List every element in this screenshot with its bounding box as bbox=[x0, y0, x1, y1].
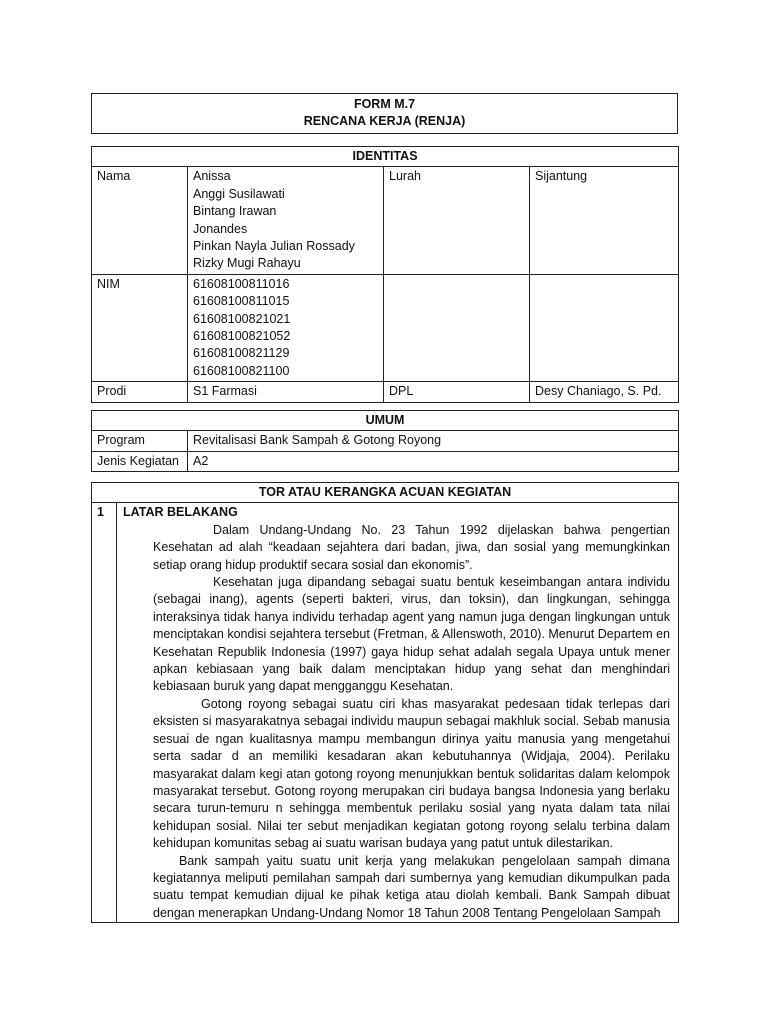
empty-cell bbox=[384, 274, 530, 381]
umum-heading: UMUM bbox=[92, 411, 679, 431]
nim-item: 61608100811016 bbox=[193, 276, 290, 291]
dpl-value: Desy Chaniago, S. Pd. bbox=[530, 382, 679, 402]
empty-cell bbox=[530, 274, 679, 381]
program-label: Program bbox=[92, 431, 188, 451]
form-code: FORM M.7 bbox=[353, 97, 416, 111]
name-item: Rizky Mugi Rahayu bbox=[193, 256, 301, 271]
nim-label: NIM bbox=[92, 274, 188, 381]
latar-belakang-row bbox=[92, 503, 679, 923]
lurah-value: Sijantung bbox=[530, 167, 679, 274]
section-title: LATAR BELAKANG bbox=[123, 505, 238, 520]
nama-label: Nama bbox=[92, 167, 188, 274]
form-title: RENCANA KERJA (RENJA) bbox=[303, 114, 466, 129]
form-header-cell bbox=[92, 94, 678, 134]
section-number: 1 bbox=[92, 503, 117, 923]
identitas-heading: IDENTITAS bbox=[92, 147, 679, 167]
name-item: Bintang Irawan bbox=[193, 204, 277, 219]
paragraph: Bank sampah yaitu suatu unit kerja yang melakukan pengelolaan sampah dimana kegiatannya meliputi pemilahan sampah dari sumbernya yang kemudian dikumpulkan pada suatu tempat kemudian dijual ke pihak ketiga atau diolah kembali. Bank Sampah dibuat dengan menerapkan Undang-Undang Nomor 18 Tahun 2008 Tentang Pengelolaan Sampah bbox=[153, 853, 670, 920]
name-item: Anggi Susilawati bbox=[193, 186, 285, 201]
name-item: Pinkan Nayla Julian Rossady bbox=[193, 239, 355, 254]
nim-item: 61608100821021 bbox=[193, 311, 291, 326]
paragraph: Gotong royong sebagai suatu ciri khas masyarakat pedesaan tidak terlepas dari eksisten si masyarakatnya sebagai individu maupun sebagai makhluk social. Sebab manusia sesuai de ngan kualitasnya mampu membangun dirinya yaitu manusia yang mengetahui serta sadar d an memiliki kesadaran akan kebutuhannya (Widjaja, 2004). Perilaku masyarakat dalam kegi atan gotong royong menunjukkan bentuk solidaritas dalam kelompok masyarakat tersebut. Gotong royong merupakan ciri budaya bangsa Indonesia yang berlaku secara turun-temuru n sehingga membentuk perilaku sosial yang nyata dalam tata nilai kehidupan sosial. Nilai ter sebut menjadikan kegiatan gotong royong selalu terbina dalam kehidupan komunitas sebag ai suatu warisan budaya yang patut untuk dilestarikan. bbox=[153, 696, 670, 851]
prodi-label: Prodi bbox=[92, 382, 188, 402]
lurah-label: Lurah bbox=[384, 167, 530, 274]
program-row bbox=[92, 431, 679, 451]
dpl-label: DPL bbox=[384, 382, 530, 402]
paragraph: Dalam Undang-Undang No. 23 Tahun 1992 dijelaskan bahwa pengertian Kesehatan ad alah “keadaan sejahtera dari badan, jiwa, dan sosial yang memungkinkan setiap orang hidup produktif secara sosial dan ekonomis”. bbox=[153, 522, 670, 572]
jenis-kegiatan-value: A2 bbox=[188, 451, 679, 471]
name-item: Anissa bbox=[193, 169, 231, 184]
names-list bbox=[188, 167, 384, 274]
latar-belakang-cell bbox=[117, 503, 679, 923]
identitas-table bbox=[91, 146, 679, 403]
umum-table bbox=[91, 410, 679, 472]
nim-item: 61608100811015 bbox=[193, 294, 290, 309]
prodi-value: S1 Farmasi bbox=[188, 382, 384, 402]
nim-list bbox=[188, 274, 384, 381]
nim-item: 61608100821052 bbox=[193, 329, 291, 344]
nim-row bbox=[92, 274, 679, 381]
form-header-table bbox=[91, 93, 678, 134]
prodi-row bbox=[92, 382, 679, 402]
nim-item: 61608100821129 bbox=[193, 346, 290, 361]
tor-table bbox=[91, 482, 679, 923]
tor-heading: TOR ATAU KERANGKA ACUAN KEGIATAN bbox=[92, 483, 679, 503]
jenis-kegiatan-row bbox=[92, 451, 679, 471]
jenis-kegiatan-label: Jenis Kegiatan bbox=[92, 451, 188, 471]
program-value: Revitalisasi Bank Sampah & Gotong Royong bbox=[188, 431, 679, 451]
name-item: Jonandes bbox=[193, 221, 248, 236]
nim-item: 61608100821100 bbox=[193, 363, 290, 378]
paragraph: Kesehatan juga dipandang sebagai suatu bentuk keseimbangan antara individu (sebagai inang), agents (seperti bakteri, virus, dan toksin), dan lingkungan, sehingga interaksinya tidak hanya individu terhadap agent yang namun juga dengan lingkungan untuk menciptakan kondisi sejahtera tersebut (Fretman, & Allenswoth, 2010). Menurut Departem en Kesehatan Republik Indonesia (1997) gaya hidup sehat adalah segala Upaya untuk mener apkan kebiasaan yang baik dalam menciptakan hidup yang sehat dan menghindari kebiasaan buruk yang dapat mengganggu Kesehatan. bbox=[153, 575, 670, 694]
nama-row bbox=[92, 167, 679, 274]
